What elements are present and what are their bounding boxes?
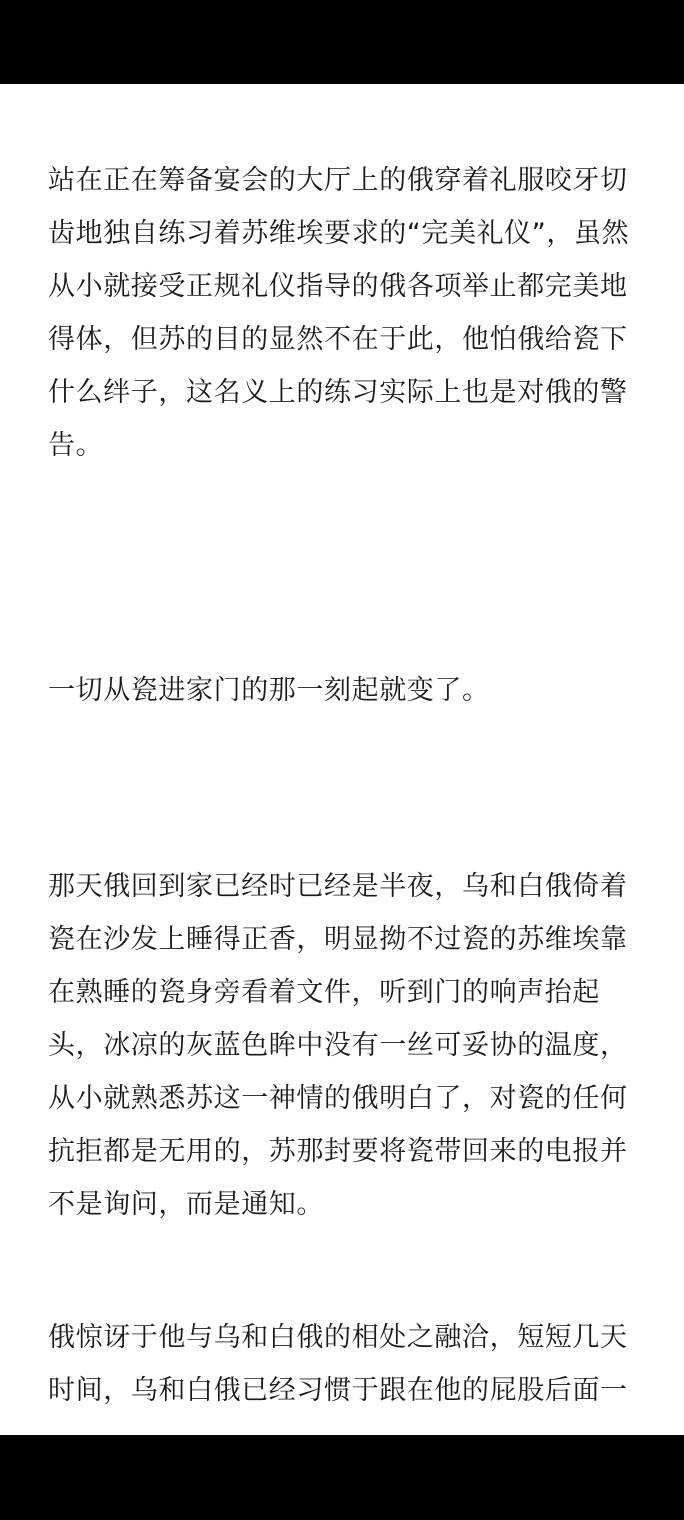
article-paragraph: 俄惊讶于他与乌和白俄的相处之融洽，短短几天时间，乌和白俄已经习惯于跟在他的屁股后面一 xyxy=(48,1322,628,1406)
bottom-navigation-bar xyxy=(0,1435,684,1520)
article-paragraph: 站在正在筹备宴会的大厅上的俄穿着礼服咬牙切齿地独自练习着苏维埃要求的“完美礼仪”，虽然从小就接受正规礼仪指导的俄各项举止都完美地得体，但苏的目的显然不在于此，他怕俄给瓷下什么绊子，这名义上的练习实际上也是对俄的警告。 xyxy=(48,165,630,461)
article-page[interactable] xyxy=(0,84,684,1435)
article-paragraph: 那天俄回到家已经时已经是半夜，乌和白俄倚着瓷在沙发上睡得正香，明显拗不过瓷的苏维埃靠在熟睡的瓷身旁看着文件，听到门的响声抬起头，冰凉的灰蓝色眸中没有一丝可妥协的温度，从小就熟悉苏这一神情的俄明白了，对瓷的任何抗拒都是无用的，苏那封要将瓷带回来的电报并不是询问，而是通知。 xyxy=(48,871,628,1220)
top-status-bar xyxy=(0,0,684,84)
article-paragraph: 一切从瓷进家门的那一刻起就变了。 xyxy=(48,675,490,706)
